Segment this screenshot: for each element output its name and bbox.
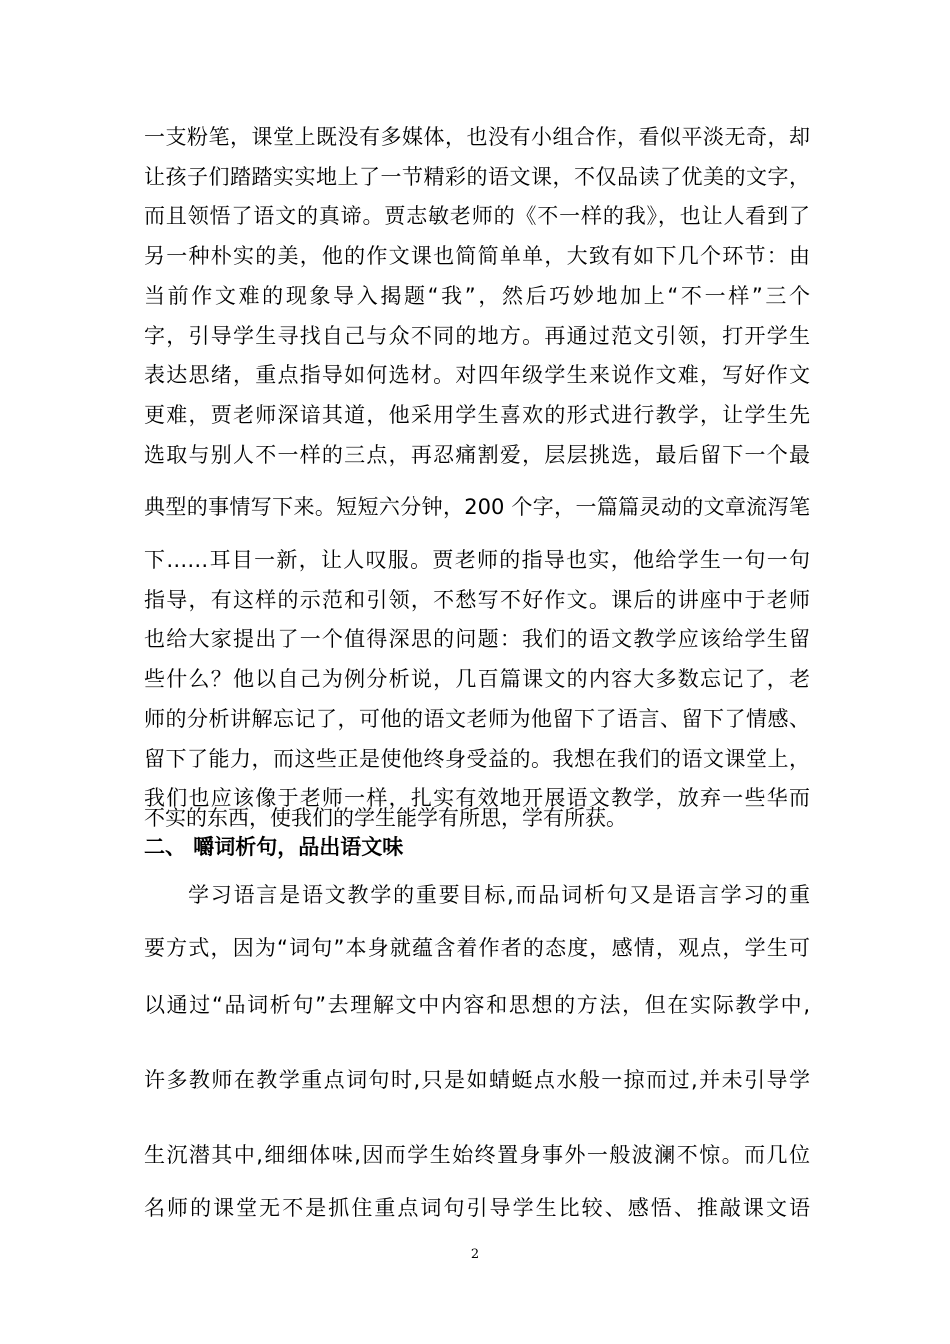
paragraph1-line-11: 下……耳目一新，让人叹服。贾老师的指导也实，他给学生一句一句 — [144, 548, 810, 572]
page-number: 2 — [470, 1247, 480, 1262]
section-heading: 二、 嚼词析句，品出语文味 — [144, 835, 404, 859]
paragraph1-line-7: 表达思绪，重点指导如何选材。对四年级学生来说作文难，写好作文 — [144, 363, 810, 387]
paragraph2-line-5: 生沉潜其中,细细体味,因而学生始终置身事外一般波澜不惊。而几位 — [144, 1143, 810, 1167]
paragraph1-line-3: 而且领悟了语文的真谛。贾志敏老师的《不一样的我》，也让人看到了 — [144, 204, 810, 228]
paragraph1-line-13: 也给大家提出了一个值得深思的问题：我们的语文教学应该给学生留 — [144, 627, 810, 651]
paragraph1-line-8: 更难，贾老师深谙其道，他采用学生喜欢的形式进行教学，让学生先 — [144, 403, 810, 427]
paragraph1-line-17: 我们也应该像于老师一样，扎实有效地开展语文教学，放弃一些华而 — [144, 786, 810, 810]
paragraph1-line-12: 指导，有这样的示范和引领，不愁写不好作文。课后的讲座中于老师 — [144, 588, 810, 612]
paragraph2-line-6: 名师的课堂无不是抓住重点词句引导学生比较、感悟、推敲课文语 — [144, 1196, 810, 1220]
paragraph1-line-4: 另一种朴实的美，他的作文课也简简单单，大致有如下几个环节：由 — [144, 244, 810, 268]
paragraph1-line-1: 一支粉笔，课堂上既没有多媒体，也没有小组合作，看似平淡无奇，却 — [144, 125, 810, 149]
paragraph1-line-5: 当前作文难的现象导入揭题“我”，然后巧妙地加上“不一样”三个 — [144, 284, 810, 308]
paragraph1-line-16: 留下了能力，而这些正是使他终身受益的。我想在我们的语文课堂上， — [144, 747, 810, 771]
paragraph1-line-9: 选取与别人不一样的三点，再忍痛割爱，层层挑选，最后留下一个最 — [144, 443, 810, 467]
paragraph2-line-1: 学习语言是语文教学的重要目标,而品词析句又是语言学习的重 — [188, 883, 810, 907]
paragraph2-line-4: 许多教师在教学重点词句时,只是如蜻蜓点水般一掠而过,并未引导学 — [144, 1068, 810, 1092]
paragraph2-line-2: 要方式，因为“词句”本身就蕴含着作者的态度，感情，观点，学生可 — [144, 936, 810, 960]
paragraph1-line-10: 典型的事情写下来。短短六分钟，200 个字，一篇篇灵动的文章流泻笔 — [144, 495, 810, 519]
paragraph1-line-2: 让孩子们踏踏实实地上了一节精彩的语文课，不仅品读了优美的文字， — [144, 165, 810, 189]
paragraph1-line-15: 师的分析讲解忘记了，可他的语文老师为他留下了语言、留下了情感、 — [144, 707, 810, 731]
paragraph2-line-3: 以通过“品词析句”去理解文中内容和思想的方法，但在实际教学中, — [144, 993, 810, 1017]
paragraph1-line-6: 字，引导学生寻找自己与众不同的地方。再通过范文引领，打开学生 — [144, 324, 810, 348]
paragraph1-line-14: 些什么？他以自己为例分析说，几百篇课文的内容大多数忘记了，老 — [144, 667, 810, 691]
paragraph1-line-18: 不实的东西，使我们的学生能学有所思，学有所获。 — [144, 806, 627, 830]
